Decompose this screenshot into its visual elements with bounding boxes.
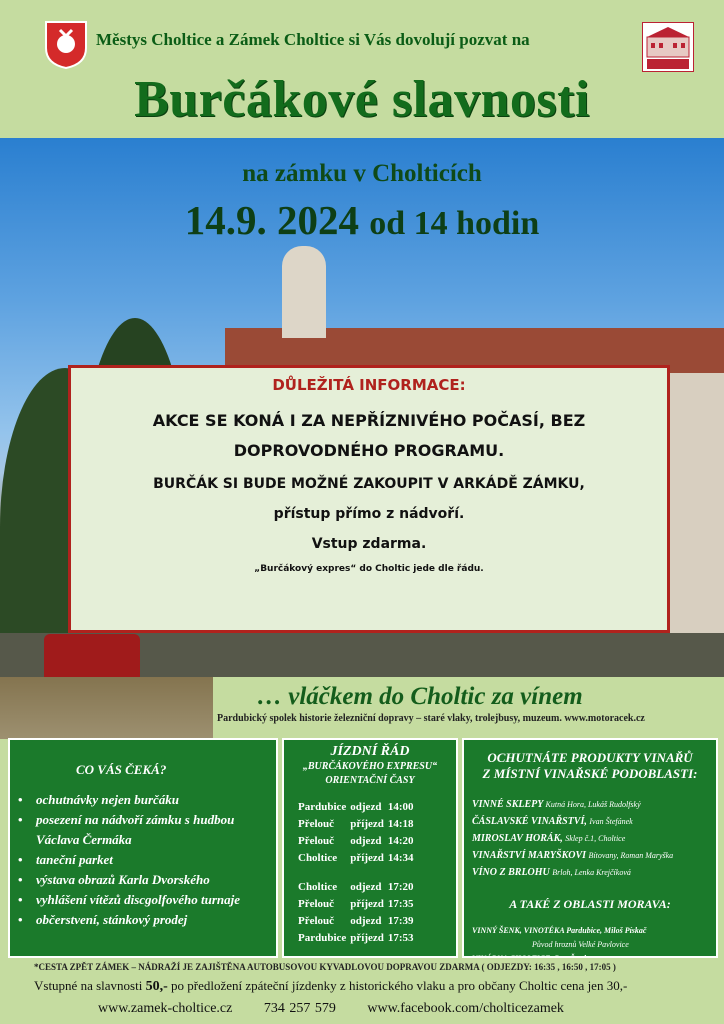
header — [0, 0, 724, 138]
table-row — [298, 798, 418, 815]
time: 17:20 — [387, 880, 414, 893]
winery-name: ČÁSLAVSKÉ VINAŘSTVÍ, — [472, 816, 587, 827]
time: 17:39 — [387, 914, 414, 927]
train-headline: … vláčkem do Choltic za vínem — [257, 683, 583, 710]
invitation-text: Městys Choltice a Zámek Choltice si Vás dovolují pozvat na — [96, 30, 530, 49]
list-item: • vyhlášení vítězů discgolfového turnaje — [14, 890, 276, 910]
notice-line: DOPROVODNÉHO PROGRAMU. — [233, 441, 505, 460]
date: 14.9. 2024 — [184, 197, 359, 243]
shuttle-info: *CESTA ZPĚT ZÁMEK – NÁDRAŽÍ JE ZAJIŠTĚNA AUTOBUSOVOU KYVADLOVOU DOPRAVOU ZDARMA ( ODJEZDY: 16:35 , 16:50 , 17:05 ) — [34, 962, 616, 972]
station: Přelouč — [298, 834, 335, 847]
station: Přelouč — [298, 914, 335, 927]
footer — [0, 958, 724, 1024]
table-row — [298, 912, 418, 929]
list-item — [472, 830, 716, 847]
time: od 14 hodin — [369, 205, 540, 242]
railway-photo — [0, 677, 213, 739]
castle-icon — [643, 23, 693, 71]
coat-of-arms-icon — [44, 20, 88, 70]
fee-value: 50,- — [145, 979, 168, 994]
list-item: • občerstvení, stánkový prodej — [14, 910, 276, 930]
program-heading: CO VÁS ČEKÁ? — [76, 762, 167, 777]
wines-heading — [464, 750, 716, 782]
notice-line: Vstup zdarma. — [311, 536, 427, 552]
castle-tower — [282, 246, 326, 338]
timetable-subheading: ORIENTAČNÍ ČASY — [325, 775, 415, 786]
zamek-choltice-logo — [642, 22, 694, 72]
wines-panel — [462, 738, 718, 958]
station: Pardubice — [298, 800, 347, 813]
timetable-table — [298, 798, 418, 946]
timetable-subheading: „BURČÁKOVÉHO EXPRESU“ — [302, 761, 438, 772]
list-item — [472, 796, 716, 813]
train-organizer: Pardubický spolek historie železniční dopravy – staré vlaky, trolejbusy, muzeum. www.motoracek.cz — [217, 713, 645, 724]
event-date — [0, 196, 724, 244]
time: 14:00 — [387, 800, 414, 813]
winery-detail: Bítovany, Roman Maryška — [588, 851, 674, 860]
program-list — [14, 790, 276, 930]
notice-text — [71, 406, 667, 466]
winery-detail: Ivan Štefánek — [589, 817, 633, 826]
winery-name: VINNÉ SKLEPY — [472, 799, 544, 810]
list-item: • ochutnávky nejen burčáku — [14, 790, 276, 810]
table-row — [298, 895, 418, 912]
station: Choltice — [298, 851, 338, 864]
winery-detail: Brloh, Lenka Krejčíková — [552, 868, 631, 877]
station: Přelouč — [298, 897, 335, 910]
list-item — [472, 847, 716, 864]
notice-heading: DŮLEŽITÁ INFORMACE: — [272, 376, 466, 394]
list-item-origin: Původ hroznů Velké Pavlovice — [532, 940, 629, 949]
station: Pardubice — [298, 931, 347, 944]
list-item — [472, 813, 716, 830]
fee-note: po předložení zpáteční jízdenky z historického vlaku a pro občany Choltic cena jen 30,- — [171, 978, 628, 993]
direction: odjezd — [350, 880, 382, 893]
list-item: • posezení na nádvoří zámku s hudbou — [14, 810, 276, 830]
notice-line: BURČÁK SI BUDE MOŽNÉ ZAKOUPIT V ARKÁDĚ ZÁMKU, — [153, 476, 585, 492]
event-subtitle: na zámku v Cholticích — [242, 160, 482, 187]
table-row — [298, 929, 418, 946]
list-item-continuation: Václava Čermáka — [36, 832, 132, 847]
notice-line: přístup přímo z nádvoří. — [273, 506, 465, 522]
wines-heading-line: Z MÍSTNÍ VINAŘSKÉ PODOBLASTI: — [482, 766, 698, 781]
direction: příjezd — [350, 931, 384, 944]
program-panel — [8, 738, 278, 958]
winery-detail: Sklep č.1, Choltice — [565, 834, 626, 843]
fee-label: Vstupné na slavnosti — [34, 978, 143, 993]
train-photo — [44, 634, 140, 682]
time: 14:18 — [387, 817, 414, 830]
train-banner — [213, 677, 724, 739]
time: 14:34 — [387, 851, 414, 864]
direction: příjezd — [350, 897, 384, 910]
notice-line: AKCE SE KONÁ I ZA NEPŘÍZNIVÉHO POČASÍ, BEZ — [152, 411, 586, 430]
table-gap — [298, 866, 418, 878]
list-item: • výstava obrazů Karla Dvorského — [14, 870, 276, 890]
list-item — [472, 864, 716, 881]
timetable-panel — [282, 738, 458, 958]
winery-detail: Kutná Hora, Lukáš Rudolfský — [545, 800, 641, 809]
table-row — [298, 878, 418, 895]
table-row — [298, 849, 418, 866]
time: 17:35 — [387, 897, 414, 910]
winery-name: MIROSLAV HORÁK, — [472, 833, 563, 844]
time: 14:20 — [387, 834, 414, 847]
direction: odjezd — [350, 834, 382, 847]
direction: odjezd — [350, 914, 382, 927]
list-item: VINNÝ ŠENK, VINOTÉKA Pardubice, Miloš Pískač — [472, 926, 647, 935]
winery-list — [472, 796, 716, 881]
facebook-link[interactable]: www.facebook.com/cholticezamek — [367, 1001, 564, 1016]
timetable-heading: JÍZDNÍ ŘÁD — [330, 744, 410, 759]
table-row — [298, 832, 418, 849]
direction: příjezd — [350, 851, 384, 864]
table-row — [298, 815, 418, 832]
phone-number: 734 257 579 — [263, 1001, 336, 1016]
event-title: Burčákové slavnosti — [134, 71, 590, 128]
time: 17:53 — [387, 931, 414, 944]
wines-heading-line: OCHUTNÁTE PRODUKTY VINAŘŮ — [487, 750, 693, 765]
list-item: • taneční parket — [14, 850, 276, 870]
moravia-heading: A TAKÉ Z OBLASTI MORAVA: — [509, 897, 671, 911]
contacts — [98, 1001, 724, 1017]
station: Přelouč — [298, 817, 335, 830]
direction: odjezd — [350, 800, 382, 813]
station: Choltice — [298, 880, 338, 893]
entry-fee — [34, 978, 724, 995]
important-notice — [68, 365, 670, 633]
website-link[interactable]: www.zamek-choltice.cz — [98, 1001, 233, 1016]
winery-name: VÍNO Z BRLOHU — [472, 867, 550, 878]
direction: příjezd — [350, 817, 384, 830]
winery-name: VINAŘSTVÍ MARYŠKOVI — [472, 850, 587, 861]
notice-note: „Burčákový expres“ do Choltic jede dle řádu. — [254, 564, 484, 574]
